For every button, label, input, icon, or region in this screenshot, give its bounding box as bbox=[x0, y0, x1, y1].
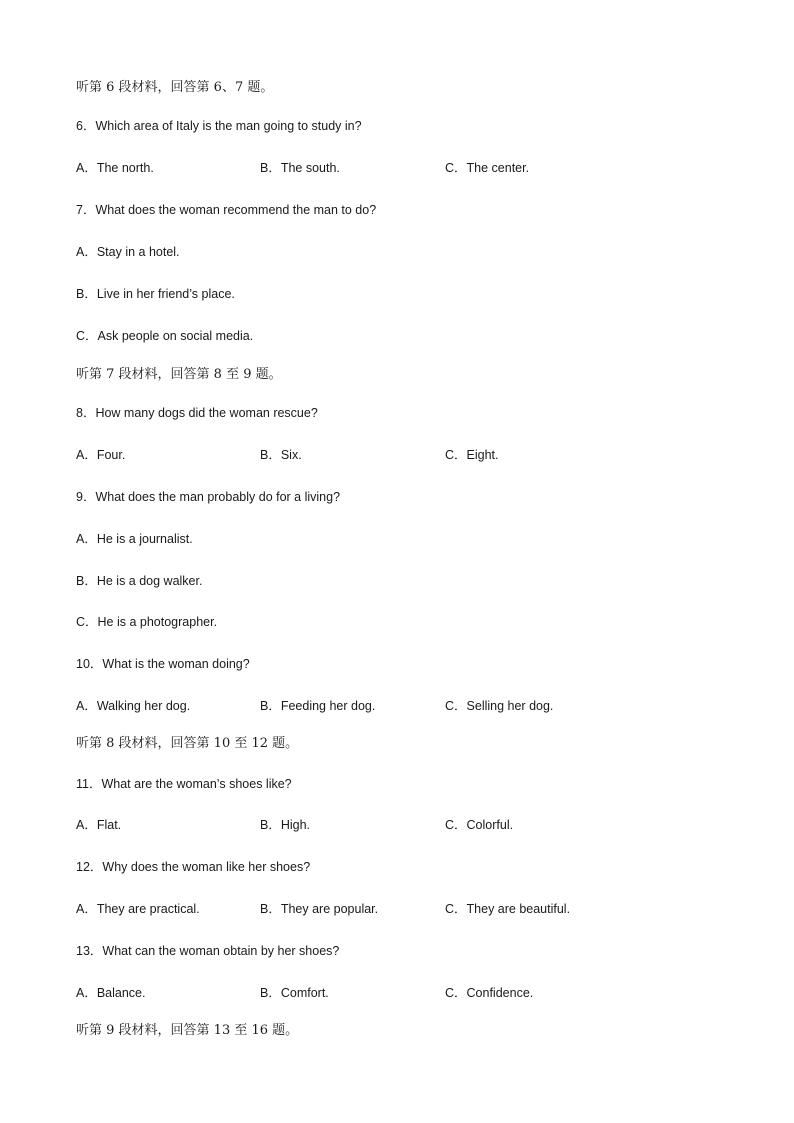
option-c: C．Selling her dog. bbox=[445, 699, 554, 713]
option-c: C．Colorful. bbox=[445, 818, 514, 832]
question-9-option-a: A．He is a journalist. bbox=[76, 532, 193, 546]
option-c: C．The center. bbox=[445, 161, 530, 175]
question-7: 7．What does the woman recommend the man to do? bbox=[76, 203, 377, 217]
question-9-option-c: C．He is a photographer. bbox=[76, 615, 218, 629]
question-10: 10．What is the woman doing? bbox=[76, 657, 250, 671]
section-heading-6: 听第 6 段材料，回答第 6、7 题。 bbox=[76, 80, 274, 95]
option-b: B．High. bbox=[260, 818, 311, 832]
option-b: B．Feeding her dog. bbox=[260, 699, 376, 713]
option-a: A．Flat. bbox=[76, 818, 122, 832]
option-a: A．Balance. bbox=[76, 986, 146, 1000]
section-heading-7: 听第 7 段材料，回答第 8 至 9 题。 bbox=[76, 367, 282, 382]
option-c: C．Eight. bbox=[445, 448, 499, 462]
question-8: 8．How many dogs did the woman rescue? bbox=[76, 406, 318, 420]
option-b: B．They are popular. bbox=[260, 902, 379, 916]
question-7-option-c: C．Ask people on social media. bbox=[76, 329, 254, 343]
option-a: A．The north. bbox=[76, 161, 154, 175]
option-b: B．Six. bbox=[260, 448, 302, 462]
option-a: A．Four. bbox=[76, 448, 126, 462]
question-9: 9．What does the man probably do for a living? bbox=[76, 490, 341, 504]
option-a: A．Walking her dog. bbox=[76, 699, 191, 713]
question-7-option-a: A．Stay in a hotel. bbox=[76, 245, 180, 259]
option-b: B．Comfort. bbox=[260, 986, 329, 1000]
section-heading-9: 听第 9 段材料，回答第 13 至 16 题。 bbox=[76, 1023, 299, 1038]
option-c: C．Confidence. bbox=[445, 986, 534, 1000]
question-7-option-b: B．Live in her friend’s place. bbox=[76, 287, 235, 301]
question-12: 12．Why does the woman like her shoes? bbox=[76, 860, 311, 874]
question-6: 6．Which area of Italy is the man going to study in? bbox=[76, 119, 362, 133]
question-9-option-b: B．He is a dog walker. bbox=[76, 574, 203, 588]
question-11: 11．What are the woman’s shoes like? bbox=[76, 777, 292, 791]
option-a: A．They are practical. bbox=[76, 902, 200, 916]
section-heading-8: 听第 8 段材料，回答第 10 至 12 题。 bbox=[76, 736, 299, 751]
option-b: B．The south. bbox=[260, 161, 340, 175]
question-13: 13．What can the woman obtain by her shoes? bbox=[76, 944, 340, 958]
option-c: C．They are beautiful. bbox=[445, 902, 571, 916]
